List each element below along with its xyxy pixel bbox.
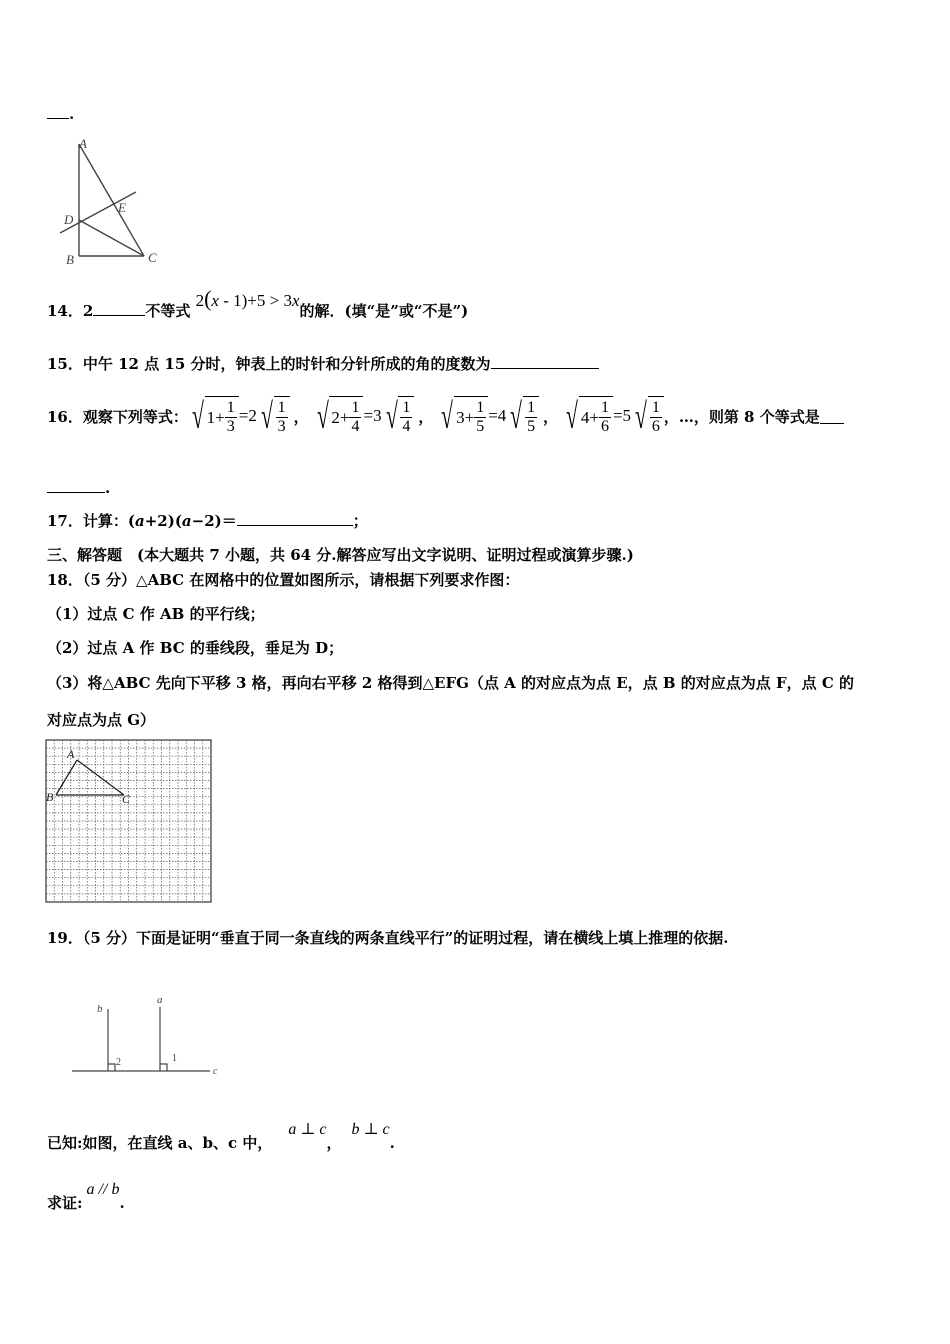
q19-header: 19．（5 分）下面是证明“垂直于同一条直线的两条直线平行”的证明过程，请在横线上填上推理的依据. [47, 929, 729, 947]
q15-text: 中午 12 点 15 分时，钟表上的时针和分针所成的角的度数为 [82, 355, 491, 373]
q16-blank-a[interactable] [820, 409, 844, 424]
q18-header: 18．（5 分）△ABC 在网格中的位置如图所示，请根据下列要求作图： [47, 571, 520, 589]
label-d: D [64, 212, 74, 227]
q16-equation-1: √ 1+ $\frac{1}{3}$ =2 √ $\frac{1}{3}$ [188, 396, 290, 436]
q13-blank[interactable] [47, 104, 69, 119]
q14-number: 14． [47, 302, 83, 320]
q18-item-1: （1）过点 C 作 AB 的平行线； [47, 605, 265, 623]
question-15 [47, 353, 599, 374]
q14-text-mid: 不等式 [145, 302, 191, 320]
right-angle-mark-1 [160, 1064, 167, 1071]
label-c: C [148, 250, 157, 265]
q17-number: 17． [47, 512, 83, 530]
q13-triangle-figure [52, 136, 172, 270]
q18-item-2: （2）过点 A 作 BC 的垂线段，垂足为 D； [47, 639, 344, 657]
label-e: E [118, 200, 126, 215]
fig-label-b: b [97, 1003, 103, 1015]
grid-label-c: C [122, 792, 131, 806]
label-a: A [79, 136, 87, 151]
fig-label-a: a [157, 994, 163, 1006]
q14-text-end: 的解．(填“是”或“不是”) [299, 302, 469, 320]
q14-value: 2 [82, 302, 94, 320]
q19-figure [70, 993, 230, 1079]
q19-known: 已知:如图，在直线 a、b、c 中，a ⊥ c，b ⊥ c. [47, 1121, 395, 1152]
fig-label-1: 1 [172, 1053, 177, 1064]
fig-label-2: 2 [116, 1057, 121, 1068]
q16-equation-4: √ 4+ $\frac{1}{6}$ =5 √ $\frac{1}{6}$ [562, 396, 664, 436]
q18-item-3-cont: 对应点为点 G） [47, 711, 156, 729]
question-16: 16． 观察下列等式： √ 1+ $\frac{1}{3}$ =2 √ $\frac{1}{3}$ ， √ 2+ $\frac{1}{4}$ =3 √ $\frac{1}{4}$ ， √ 3+ $\frac{1}{5}$ =4 √ $\frac{1}{5}$ ， √ 4+ $\frac{1}{6}$ =5 √ $\frac{1}{6}$ ，…，则第 8 个等式是 [47, 386, 844, 446]
q15-blank[interactable] [491, 354, 599, 369]
q16-lead: 观察下列等式： [82, 407, 188, 426]
q18-grid-figure [45, 739, 213, 905]
q16-blank-b[interactable] [47, 478, 105, 493]
fig-label-c: c [213, 1066, 218, 1077]
q16-number: 16． [47, 407, 83, 426]
prove-a-parallel-b: a // b [86, 1181, 120, 1198]
grid-label-a: A [67, 747, 75, 761]
q16-continuation: . [47, 478, 110, 497]
known-a-perp-c: a ⊥ c [288, 1121, 327, 1138]
section-3-heading: 三、解答题 (本大题共 7 小题，共 64 分.解答应写出文字说明、证明过程或演算步骤.) [47, 546, 634, 564]
q19-prove: 求证:a // b. [47, 1181, 125, 1212]
segment-ac [79, 144, 144, 256]
question-17: 17．计算：(a+2)(a−2)＝ ； [47, 512, 368, 530]
q18-item-3: （3）将△ABC 先向下平移 3 格，再向右平移 2 格得到△EFG（点 A 的对应点为点 E，点 B 的对应点为点 F，点 C 的 [47, 674, 855, 692]
label-b: B [66, 252, 74, 267]
q16-equation-2: √ 2+ $\frac{1}{4}$ =3 √ $\frac{1}{4}$ [313, 396, 415, 436]
q17-blank[interactable] [237, 511, 353, 526]
q15-number: 15． [47, 355, 83, 373]
known-b-perp-c: b ⊥ c [351, 1121, 390, 1138]
grid-label-b: B [46, 790, 54, 804]
question-14 [47, 286, 469, 322]
q16-tail: ，…，则第 8 个等式是 [663, 407, 820, 426]
q14-inequality: 2(x - 1)+5 > 3x [195, 286, 300, 311]
right-angle-mark-2 [108, 1064, 115, 1071]
q14-blank[interactable] [93, 301, 145, 316]
q13-answer-line: . [47, 104, 74, 123]
q16-equation-3: √ 3+ $\frac{1}{5}$ =4 √ $\frac{1}{5}$ [437, 396, 539, 436]
